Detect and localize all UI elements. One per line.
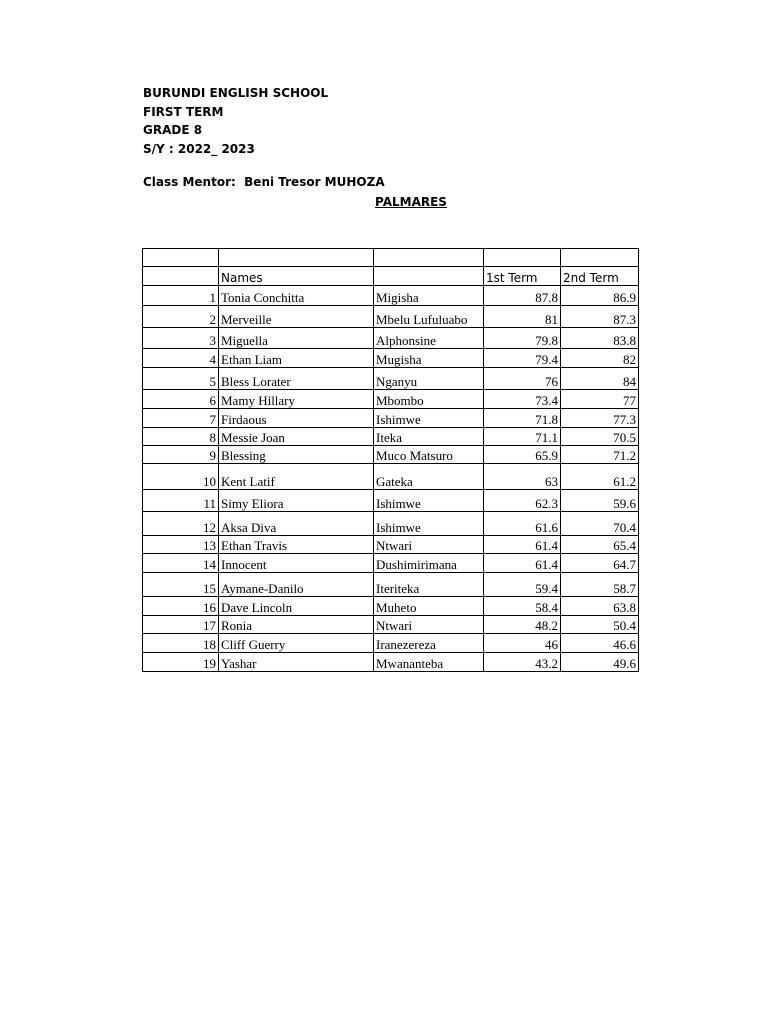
second-term-score: 49.6 <box>561 653 639 672</box>
surname-cell: Iranezereza <box>374 634 484 653</box>
surname-cell: Migisha <box>374 286 484 306</box>
name-cell: Merveille <box>219 306 374 328</box>
first-term-score: 43.2 <box>484 653 561 672</box>
surname-cell: Alphonsine <box>374 328 484 349</box>
surname-cell: Gateka <box>374 464 484 490</box>
name-cell: Aksa Diva <box>219 512 374 536</box>
blank-cell <box>484 249 561 267</box>
rank-cell: 3 <box>143 328 219 349</box>
name-cell: Blessing <box>219 446 374 464</box>
rank-cell: 14 <box>143 554 219 573</box>
rank-cell: 6 <box>143 390 219 409</box>
second-term-score: 64.7 <box>561 554 639 573</box>
second-term-score: 83.8 <box>561 328 639 349</box>
name-cell: Simy Eliora <box>219 490 374 512</box>
table-row <box>143 349 639 368</box>
rank-cell: 8 <box>143 428 219 446</box>
first-term-score: 79.8 <box>484 328 561 349</box>
surname-cell: Dushimirimana <box>374 554 484 573</box>
name-cell: Ethan Travis <box>219 536 374 554</box>
table-row <box>143 554 639 573</box>
name-cell: Messie Joan <box>219 428 374 446</box>
grade-label: GRADE 8 <box>143 123 203 137</box>
first-term-score: 58.4 <box>484 597 561 616</box>
surname-cell: Iteriteka <box>374 573 484 597</box>
rank-cell: 4 <box>143 349 219 368</box>
surname-cell: Nganyu <box>374 368 484 390</box>
first-term-score: 79.4 <box>484 349 561 368</box>
second-term-score: 77 <box>561 390 639 409</box>
surname-cell: Mugisha <box>374 349 484 368</box>
surname-cell: Ntwari <box>374 616 484 634</box>
table-row <box>143 446 639 464</box>
first-term-score: 59.4 <box>484 573 561 597</box>
rank-cell: 2 <box>143 306 219 328</box>
rank-cell: 19 <box>143 653 219 672</box>
column-header <box>143 267 219 286</box>
first-term-score: 61.6 <box>484 512 561 536</box>
rank-cell: 7 <box>143 409 219 428</box>
name-cell: Ethan Liam <box>219 349 374 368</box>
table-row <box>143 390 639 409</box>
school-name: BURUNDI ENGLISH SCHOOL <box>143 86 329 100</box>
surname-cell: Iteka <box>374 428 484 446</box>
column-header-names: Names <box>219 267 374 286</box>
second-term-score: 77.3 <box>561 409 639 428</box>
grades-table-body <box>143 249 639 672</box>
second-term-score: 50.4 <box>561 616 639 634</box>
rank-cell: 1 <box>143 286 219 306</box>
second-term-score: 84 <box>561 368 639 390</box>
surname-cell: Mbelu Lufuluabo <box>374 306 484 328</box>
rank-cell: 18 <box>143 634 219 653</box>
second-term-score: 46.6 <box>561 634 639 653</box>
rank-cell: 17 <box>143 616 219 634</box>
table-row <box>143 409 639 428</box>
rank-cell: 16 <box>143 597 219 616</box>
table-row <box>143 597 639 616</box>
rank-cell: 9 <box>143 446 219 464</box>
blank-cell <box>219 249 374 267</box>
page-title: PALMARES <box>375 195 447 209</box>
table-row <box>143 328 639 349</box>
name-cell: Bless Lorater <box>219 368 374 390</box>
second-term-score: 61.2 <box>561 464 639 490</box>
first-term-score: 46 <box>484 634 561 653</box>
document-header <box>143 84 328 158</box>
column-header-1st-term: 1st Term <box>484 267 561 286</box>
class-mentor: Class Mentor: Beni Tresor MUHOZA <box>143 175 385 189</box>
table-row <box>143 490 639 512</box>
name-cell: Miguella <box>219 328 374 349</box>
first-term-score: 87.8 <box>484 286 561 306</box>
second-term-score: 87.3 <box>561 306 639 328</box>
first-term-score: 48.2 <box>484 616 561 634</box>
header-row <box>143 267 639 286</box>
term-label: FIRST TERM <box>143 104 224 119</box>
first-term-score: 61.4 <box>484 536 561 554</box>
table-row <box>143 634 639 653</box>
second-term-score: 70.4 <box>561 512 639 536</box>
column-header <box>374 267 484 286</box>
first-term-score: 76 <box>484 368 561 390</box>
rank-cell: 15 <box>143 573 219 597</box>
name-cell: Yashar <box>219 653 374 672</box>
table-row <box>143 653 639 672</box>
surname-cell: Mwananteba <box>374 653 484 672</box>
name-cell: Cliff Guerry <box>219 634 374 653</box>
name-cell: Ronia <box>219 616 374 634</box>
name-cell: Dave Lincoln <box>219 597 374 616</box>
second-term-score: 86.9 <box>561 286 639 306</box>
table-row <box>143 536 639 554</box>
first-term-score: 65.9 <box>484 446 561 464</box>
table-row <box>143 573 639 597</box>
name-cell: Aymane-Danilo <box>219 573 374 597</box>
rank-cell: 5 <box>143 368 219 390</box>
first-term-score: 71.1 <box>484 428 561 446</box>
blank-cell <box>561 249 639 267</box>
first-term-score: 71.8 <box>484 409 561 428</box>
first-term-score: 61.4 <box>484 554 561 573</box>
first-term-score: 63 <box>484 464 561 490</box>
surname-cell: Ntwari <box>374 536 484 554</box>
surname-cell: Ishimwe <box>374 409 484 428</box>
name-cell: Firdaous <box>219 409 374 428</box>
table-row <box>143 286 639 306</box>
first-term-score: 73.4 <box>484 390 561 409</box>
second-term-score: 58.7 <box>561 573 639 597</box>
table-row <box>143 368 639 390</box>
second-term-score: 63.8 <box>561 597 639 616</box>
surname-cell: Mbombo <box>374 390 484 409</box>
surname-cell: Ishimwe <box>374 512 484 536</box>
name-cell: Innocent <box>219 554 374 573</box>
second-term-score: 82 <box>561 349 639 368</box>
table-row <box>143 616 639 634</box>
blank-row <box>143 249 639 267</box>
rank-cell: 10 <box>143 464 219 490</box>
blank-cell <box>374 249 484 267</box>
second-term-score: 70.5 <box>561 428 639 446</box>
rank-cell: 12 <box>143 512 219 536</box>
grades-table <box>142 248 639 672</box>
name-cell: Kent Latif <box>219 464 374 490</box>
rank-cell: 13 <box>143 536 219 554</box>
second-term-score: 65.4 <box>561 536 639 554</box>
table-row <box>143 512 639 536</box>
second-term-score: 59.6 <box>561 490 639 512</box>
name-cell: Mamy Hillary <box>219 390 374 409</box>
surname-cell: Muheto <box>374 597 484 616</box>
surname-cell: Muco Matsuro <box>374 446 484 464</box>
second-term-score: 71.2 <box>561 446 639 464</box>
table-row <box>143 464 639 490</box>
surname-cell: Ishimwe <box>374 490 484 512</box>
column-header-2nd-term: 2nd Term <box>561 267 639 286</box>
rank-cell: 11 <box>143 490 219 512</box>
blank-cell <box>143 249 219 267</box>
name-cell: Tonia Conchitta <box>219 286 374 306</box>
table-row <box>143 428 639 446</box>
table-row <box>143 306 639 328</box>
first-term-score: 62.3 <box>484 490 561 512</box>
school-year: S/Y : 2022_ 2023 <box>143 141 255 156</box>
first-term-score: 81 <box>484 306 561 328</box>
